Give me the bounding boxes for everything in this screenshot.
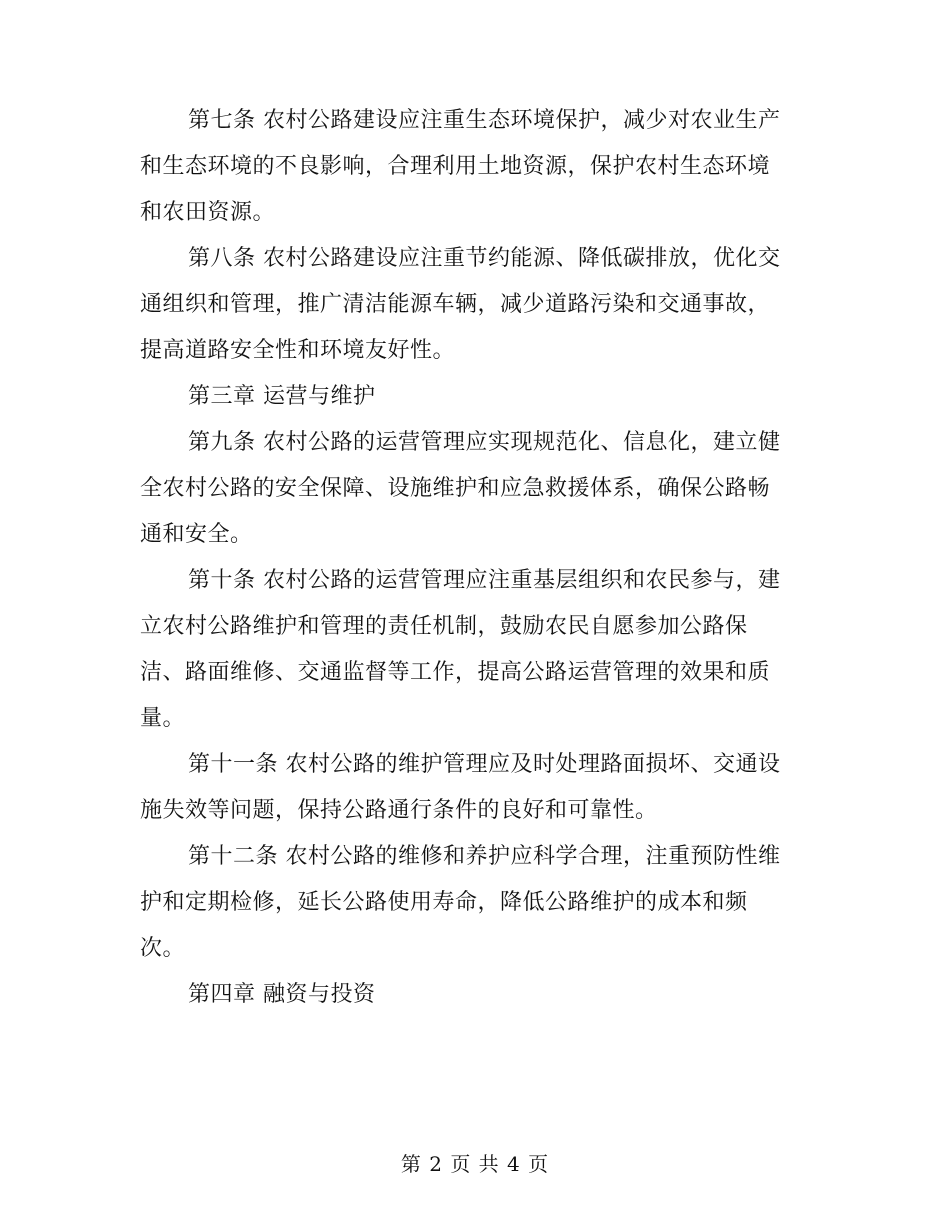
article-7-line-2: 和生态环境的不良影响，合理利用土地资源，保护农村生态环境 (140, 154, 771, 179)
article-9 (140, 420, 810, 558)
article-9-line-1 (140, 420, 810, 466)
article-8-line-1-text: 第八条 农村公路建设应注重节约能源、降低碳排放，优化交 (188, 246, 781, 271)
chapter-3-heading (140, 374, 810, 420)
article-12-line-1-text: 第十二条 农村公路的维修和养护应科学合理，注重预防性维 (188, 844, 781, 869)
page-number-footer: 第 2 页 共 4 页 (400, 1152, 550, 1176)
article-7-line-3: 和农田资源。 (140, 200, 276, 225)
article-9-line-2: 全农村公路的安全保障、设施维护和应急救援体系，确保公路畅 (140, 476, 771, 501)
chapter-4-heading (140, 972, 810, 1018)
article-7-line-1-text: 第七条 农村公路建设应注重生态环境保护，减少对农业生产 (188, 108, 781, 133)
article-8-line-1 (140, 236, 810, 282)
article-8-line-3: 提高道路安全性和环境友好性。 (140, 338, 456, 363)
article-9-line-1-text: 第九条 农村公路的运营管理应实现规范化、信息化，建立健 (188, 430, 781, 455)
article-11 (140, 742, 810, 834)
article-7 (140, 98, 810, 236)
document-body (140, 98, 810, 1018)
article-10 (140, 558, 810, 742)
article-7-line-1 (140, 98, 810, 144)
chapter-3-heading-text: 第三章 运营与维护 (188, 384, 376, 409)
article-10-line-1 (140, 558, 810, 604)
article-11-line-1-text: 第十一条 农村公路的维护管理应及时处理路面损坏、交通设 (188, 752, 781, 777)
article-12-line-1 (140, 834, 810, 880)
article-11-line-2: 施失效等问题，保持公路通行条件的良好和可靠性。 (140, 798, 658, 823)
article-12-line-3: 次。 (140, 936, 186, 961)
chapter-4-heading-line (140, 972, 810, 1018)
article-12-line-2: 护和定期检修，延长公路使用寿命，降低公路维护的成本和频 (140, 890, 748, 915)
article-8-line-2: 通组织和管理，推广清洁能源车辆，减少道路污染和交通事故， (140, 292, 771, 317)
chapter-3-heading-line (140, 374, 810, 420)
article-12 (140, 834, 810, 972)
article-10-line-2: 立农村公路维护和管理的责任机制，鼓励农民自愿参加公路保 (140, 614, 748, 639)
article-8 (140, 236, 810, 374)
article-10-line-4: 量。 (140, 706, 186, 731)
article-10-line-1-text: 第十条 农村公路的运营管理应注重基层组织和农民参与，建 (188, 568, 781, 593)
chapter-4-heading-text: 第四章 融资与投资 (188, 982, 376, 1007)
article-9-line-3: 通和安全。 (140, 522, 253, 547)
article-10-line-3: 洁、路面维修、交通监督等工作，提高公路运营管理的效果和质 (140, 660, 771, 685)
article-11-line-1 (140, 742, 810, 788)
